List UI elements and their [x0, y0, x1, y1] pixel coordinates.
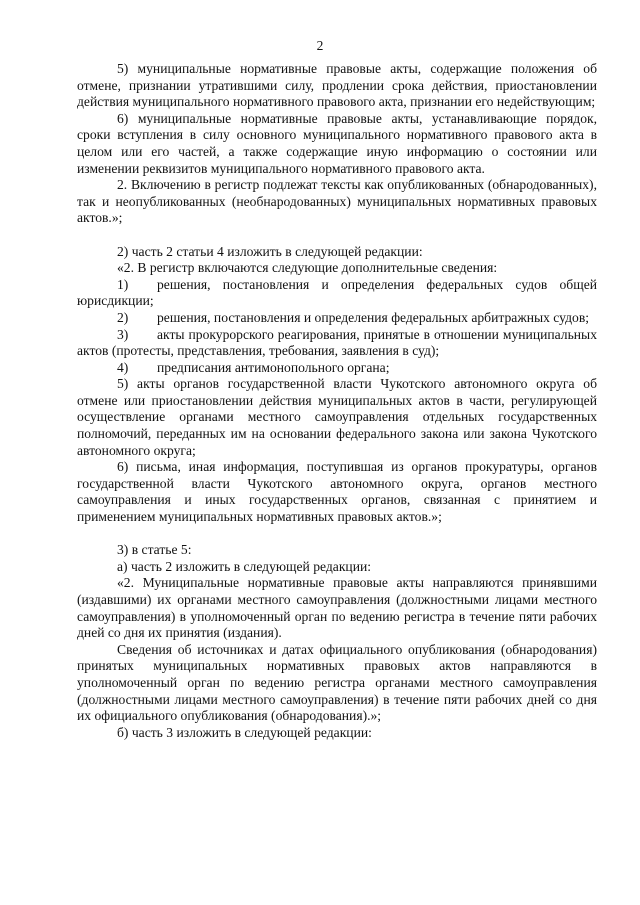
list-item: [77, 277, 597, 310]
spacer: [77, 227, 597, 244]
list-item: [77, 310, 597, 327]
paragraph: 2) часть 2 статьи 4 изложить в следующей редакции:: [117, 243, 423, 259]
list-item: [77, 360, 597, 377]
list-item-text: решения, постановления и определения федеральных арбитражных судов;: [157, 309, 590, 325]
list-item-text: акты прокурорского реагирования, принятые в отношении муниципальных актов (протесты, представления, требования, заявления в суд);: [77, 326, 597, 359]
list-item-number: 1): [117, 276, 129, 292]
paragraph: 6) письма, иная информация, поступившая из органов прокуратуры, органов государственной власти Чукотского автономного округа, органов местного самоуправления и иных государственных органов, связанная с принятием и применением муниципальных нормативных правовых актов.»;: [77, 459, 597, 525]
list-item-number: 3): [117, 326, 129, 342]
document-body: [77, 61, 597, 741]
list-item-text: предписания антимонопольного органа;: [157, 359, 390, 375]
list-item-text: решения, постановления и определения федеральных судов общей юрисдикции;: [77, 276, 597, 309]
list-item-number: 4): [117, 359, 129, 375]
paragraph: Сведения об источниках и датах официального опубликования (обнародования) принятых муниципальных нормативных правовых актов направляются в уполномоченный орган по ведению регистра органами местного самоуправления (должностными лицами местного самоуправления) в течение пяти рабочих дней со дня их официального опубликования (обнародования).»;: [77, 641, 597, 724]
page-number: 2: [316, 38, 324, 53]
paragraph: а) часть 2 изложить в следующей редакции:: [117, 558, 372, 574]
paragraph: 3) в статье 5:: [117, 542, 192, 558]
paragraph: б) часть 3 изложить в следующей редакции:: [117, 724, 372, 740]
paragraph: 5) акты органов государственной власти Чукотского автономного округа об отмене или приостановлении действия муниципальных актов в части, регулирующей осуществление органами местного самоуправления отдельных государственных полномочий, переданных им на основании федерального закона или закона Чукотского автономного округа;: [77, 376, 597, 458]
paragraph: «2. Муниципальные нормативные правовые акты направляются принявшими (издавшими) их органами местного самоуправления (должностными лицами местного самоуправления) в уполномоченный орган по ведению регистра в течение пяти рабочих дней со дня их принятия (издания).: [77, 575, 597, 641]
paragraph: 6) муниципальные нормативные правовые акты, устанавливающие порядок, сроки вступления в силу основного муниципального нормативного правового акта в целом или его частей, а также содержащие иную информацию о состоянии или изменении реквизитов муниципального нормативного правового акта.: [77, 110, 597, 176]
list-item-number: 2): [117, 309, 129, 325]
paragraph: 2. Включению в регистр подлежат тексты как опубликованных (обнародованных), так и неопубликованных (необнародованных) муниципальных нормативных правовых актов.»;: [77, 177, 597, 226]
paragraph: «2. В регистр включаются следующие дополнительные сведения:: [117, 260, 498, 276]
list-item: [77, 327, 597, 360]
spacer: [77, 526, 597, 543]
paragraph: 5) муниципальные нормативные правовые акты, содержащие положения об отмене, признании утратившими силу, продлении срока действия, приостановлении действия муниципального нормативного правового акта, признании его недействующим;: [77, 61, 597, 110]
